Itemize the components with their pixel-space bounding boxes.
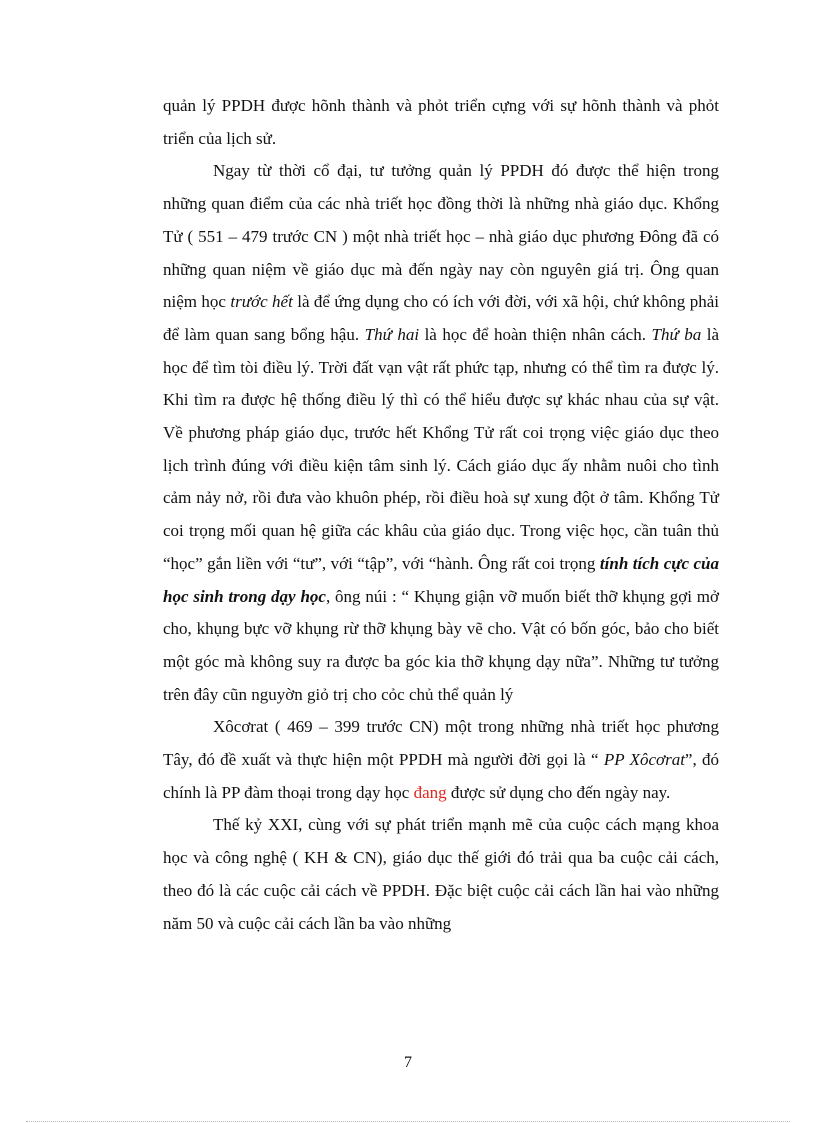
paragraph-4-text: Thế kỷ XXI, cùng với sự phát triển mạnh mẽ của cuộc cách mạng khoa học và công nghệ ( KH & CN), giáo dục thế giới đó trải qua ba cuộc cải cách, theo đó là các cuộc cải cách về PPDH. Đặc biệt cuộc cải cách lần hai vào những năm 50 và cuộc cải cách lần ba vào những xyxy=(163,815,719,933)
italic-phrase: Thứ ba xyxy=(651,324,702,344)
paragraph-4 xyxy=(163,809,719,940)
body-text xyxy=(163,90,719,940)
paragraph-1 xyxy=(163,90,719,155)
italic-phrase: Thứ hai xyxy=(364,324,420,344)
paragraph-2-text: Ngay từ thời cổ đại, tư tưởng quản lý PPDH đó được thể hiện trong những quan điểm của các nhà triết học đồng thời là những nhà giáo dục. Khổng Tử ( 551 – 479 trước CN ) một nhà triết học – nhà giáo dục phương Đông đã có những quan niệm về giáo dục mà đến ngày nay còn nguyên giá trị. Ông quan niệm học xyxy=(163,161,719,312)
paragraph-3-text: được sử dụng cho đến ngày nay. xyxy=(446,782,671,802)
bold-italic-phrase: tính tích cực của học sinh trong dạy học xyxy=(163,553,720,606)
paragraph-2-text: là học để hoàn thiện nhân cách. xyxy=(419,324,652,344)
highlighted-word: đang xyxy=(413,782,447,802)
page-number: 7 xyxy=(404,1054,412,1071)
paragraph-2-text: là để ứng dụng cho có ích với đời, với xã hội, chứ không phải để làm quan sang bổng hậu. xyxy=(163,292,719,344)
italic-phrase: trước hết xyxy=(230,292,293,312)
paragraph-1-text: quản lý PPDH được hõnh thành và phỏt triển cựng với sự hõnh thành và phỏt triển của lịch sử. xyxy=(163,96,719,148)
paragraph-3-text: ”, đó chính là PP đàm thoại trong dạy học xyxy=(163,750,720,802)
paragraph-3 xyxy=(163,711,719,809)
italic-phrase: PP Xôcơrat xyxy=(603,750,685,770)
paragraph-2-text: là học để tìm tòi điều lý. Trời đất vạn vật rất phức tạp, nhưng có thể tìm ra được lý. Khi tìm ra được hệ thống điều lý thì có thể hiểu được sự khác nhau của sự vật. Về phương pháp giáo dục, trước hết Khổng Tử rất coi trọng việc giáo dục theo lịch trình đúng với điều kiện tâm sinh lý. Cách giáo dục ấy nhằm nuôi cho tình cảm nảy nở, rồi đưa vào khuôn phép, rồi điều hoà sự xung đột ở tâm. Khổng Tử coi trọng mối quan hệ giữa các khâu của giáo dục. Trong việc học, cần tuân thủ “học” gắn liền với “tư”, với “tập”, với “hành. Ông rất coi trọng xyxy=(163,324,720,573)
paragraph-3-text: Xôcơrat ( 469 – 399 trước CN) một trong những nhà triết học phương Tây, đó đề xuất và thực hiện một PPDH mà người đời gọi là “ xyxy=(163,717,719,770)
paragraph-2-text: , ông núi : “ Khụng giận vỡ muốn biết thỡ khụng gợi mở cho, khụng bực vỡ khụng rừ thỡ khụng bày vẽ cho. Vật có bốn góc, bảo cho biết một góc mà không suy ra được ba góc kia thỡ khụng dạy nữa”. Những tư tưởng trên đây cũn nguyờn giỏ trị cho cỏc chủ thể quản lý xyxy=(163,586,719,704)
paragraph-2 xyxy=(163,155,719,711)
page-bottom-divider xyxy=(26,1121,790,1122)
